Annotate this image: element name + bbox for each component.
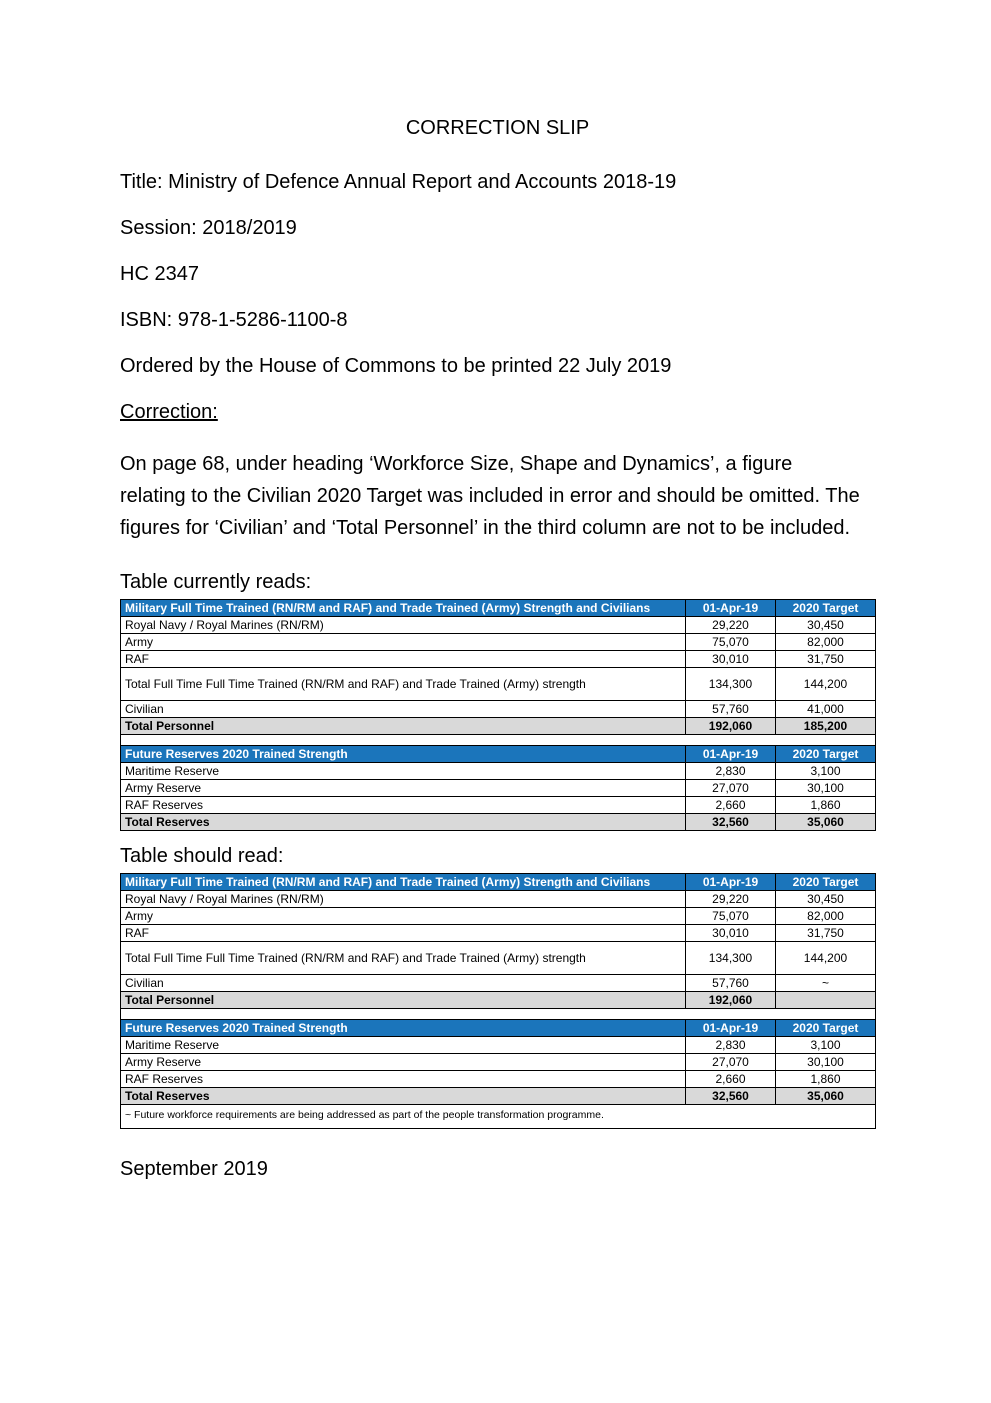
column-header: Military Full Time Trained (RN/RM and RAF) and Trade Trained (Army) Strength and Civilians <box>121 874 686 891</box>
table-footnote: ~ Future workforce requirements are being addressed as part of the people transformation programme. <box>121 1105 876 1129</box>
table-header-row <box>121 874 876 891</box>
apr-value: 75,070 <box>686 634 776 651</box>
target-value: 35,060 <box>776 814 876 831</box>
column-header: Future Reserves 2020 Trained Strength <box>121 1020 686 1037</box>
target-value: 1,860 <box>776 797 876 814</box>
column-header: 2020 Target <box>776 600 876 617</box>
table-row <box>121 780 876 797</box>
row-label: Total Full Time Full Time Trained (RN/RM and RAF) and Trade Trained (Army) strength <box>121 668 686 701</box>
table-row <box>121 668 876 701</box>
table-row <box>121 942 876 975</box>
table-row <box>121 634 876 651</box>
target-value: 35,060 <box>776 1088 876 1105</box>
apr-value: 27,070 <box>686 1054 776 1071</box>
session-line: Session: 2018/2019 <box>120 217 297 239</box>
row-label: Total Reserves <box>121 1088 686 1105</box>
correction-paragraph: On page 68, under heading ‘Workforce Size, Shape and Dynamics’, a figure relating to the Civilian 2020 Target was included in error and should be omitted. The figures for ‘Civilian’ and ‘Total Personnel’ in the third column are not to be included. <box>120 453 860 539</box>
row-label: Army <box>121 908 686 925</box>
row-label: Army <box>121 634 686 651</box>
table-current <box>120 599 876 831</box>
table-footnote-row <box>121 1105 876 1129</box>
target-value: ~ <box>776 975 876 992</box>
apr-value: 2,830 <box>686 763 776 780</box>
table-row <box>121 617 876 634</box>
target-value: 30,100 <box>776 1054 876 1071</box>
apr-value: 32,560 <box>686 1088 776 1105</box>
target-value: 82,000 <box>776 908 876 925</box>
apr-value: 192,060 <box>686 992 776 1009</box>
apr-value: 27,070 <box>686 780 776 797</box>
date-line: September 2019 <box>120 1158 268 1180</box>
row-label: Army Reserve <box>121 780 686 797</box>
apr-value: 2,830 <box>686 1037 776 1054</box>
apr-value: 57,760 <box>686 975 776 992</box>
table-row <box>121 814 876 831</box>
hc-number-line: HC 2347 <box>120 263 199 285</box>
table-row <box>121 925 876 942</box>
table-row <box>121 651 876 668</box>
correction-heading-label: Correction: <box>120 401 218 423</box>
table-row <box>121 992 876 1009</box>
table-header-row <box>121 1020 876 1037</box>
table-row <box>121 1054 876 1071</box>
apr-value: 29,220 <box>686 891 776 908</box>
ordered-line: Ordered by the House of Commons to be printed 22 July 2019 <box>120 355 672 377</box>
target-value: 3,100 <box>776 1037 876 1054</box>
target-value: 3,100 <box>776 763 876 780</box>
row-label: Civilian <box>121 701 686 718</box>
row-label: RAF Reserves <box>121 1071 686 1088</box>
row-label: Army Reserve <box>121 1054 686 1071</box>
row-label: Total Reserves <box>121 814 686 831</box>
apr-value: 75,070 <box>686 908 776 925</box>
target-value: 144,200 <box>776 668 876 701</box>
target-value: 185,200 <box>776 718 876 735</box>
row-label: Royal Navy / Royal Marines (RN/RM) <box>121 617 686 634</box>
table-should-read-label: Table should read: <box>120 845 284 867</box>
target-value: 82,000 <box>776 634 876 651</box>
row-label: Total Full Time Full Time Trained (RN/RM and RAF) and Trade Trained (Army) strength <box>121 942 686 975</box>
row-label: Civilian <box>121 975 686 992</box>
target-value: 31,750 <box>776 925 876 942</box>
isbn-line: ISBN: 978-1-5286-1100-8 <box>120 309 348 331</box>
table-row <box>121 975 876 992</box>
table-row <box>121 797 876 814</box>
row-label: RAF Reserves <box>121 797 686 814</box>
column-header: 2020 Target <box>776 1020 876 1037</box>
table-row <box>121 908 876 925</box>
table-gap-row <box>121 1009 876 1020</box>
table-gap-cell <box>121 735 876 746</box>
target-value: 1,860 <box>776 1071 876 1088</box>
target-value: 144,200 <box>776 942 876 975</box>
row-label: RAF <box>121 925 686 942</box>
table-row <box>121 1071 876 1088</box>
apr-value: 134,300 <box>686 942 776 975</box>
column-header: 01-Apr-19 <box>686 746 776 763</box>
table-row <box>121 718 876 735</box>
correction-heading <box>120 400 875 424</box>
table-corrected <box>120 873 876 1129</box>
apr-value: 29,220 <box>686 617 776 634</box>
table-header-row <box>121 600 876 617</box>
column-header: 2020 Target <box>776 874 876 891</box>
table-row <box>121 701 876 718</box>
apr-value: 2,660 <box>686 1071 776 1088</box>
row-label: Royal Navy / Royal Marines (RN/RM) <box>121 891 686 908</box>
column-header: 01-Apr-19 <box>686 600 776 617</box>
target-value: 30,100 <box>776 780 876 797</box>
apr-value: 192,060 <box>686 718 776 735</box>
row-label: Maritime Reserve <box>121 1037 686 1054</box>
column-header: 2020 Target <box>776 746 876 763</box>
apr-value: 30,010 <box>686 651 776 668</box>
table-gap-row <box>121 735 876 746</box>
column-header: 01-Apr-19 <box>686 874 776 891</box>
row-label: Total Personnel <box>121 992 686 1009</box>
table-row <box>121 1037 876 1054</box>
target-value: 41,000 <box>776 701 876 718</box>
table-gap-cell <box>121 1009 876 1020</box>
row-label: RAF <box>121 651 686 668</box>
apr-value: 30,010 <box>686 925 776 942</box>
apr-value: 57,760 <box>686 701 776 718</box>
apr-value: 32,560 <box>686 814 776 831</box>
column-header: 01-Apr-19 <box>686 1020 776 1037</box>
table-row <box>121 891 876 908</box>
target-value: 30,450 <box>776 891 876 908</box>
table-row <box>121 763 876 780</box>
column-header: Military Full Time Trained (RN/RM and RAF) and Trade Trained (Army) Strength and Civilians <box>121 600 686 617</box>
table-header-row <box>121 746 876 763</box>
column-header: Future Reserves 2020 Trained Strength <box>121 746 686 763</box>
apr-value: 134,300 <box>686 668 776 701</box>
table-row <box>121 1088 876 1105</box>
target-value: 30,450 <box>776 617 876 634</box>
table-currently-reads-label: Table currently reads: <box>120 571 312 593</box>
target-value <box>776 992 876 1009</box>
apr-value: 2,660 <box>686 797 776 814</box>
page-title: CORRECTION SLIP <box>405 117 590 139</box>
target-value: 31,750 <box>776 651 876 668</box>
row-label: Total Personnel <box>121 718 686 735</box>
row-label: Maritime Reserve <box>121 763 686 780</box>
report-title-line: Title: Ministry of Defence Annual Report and Accounts 2018-19 <box>120 171 677 193</box>
